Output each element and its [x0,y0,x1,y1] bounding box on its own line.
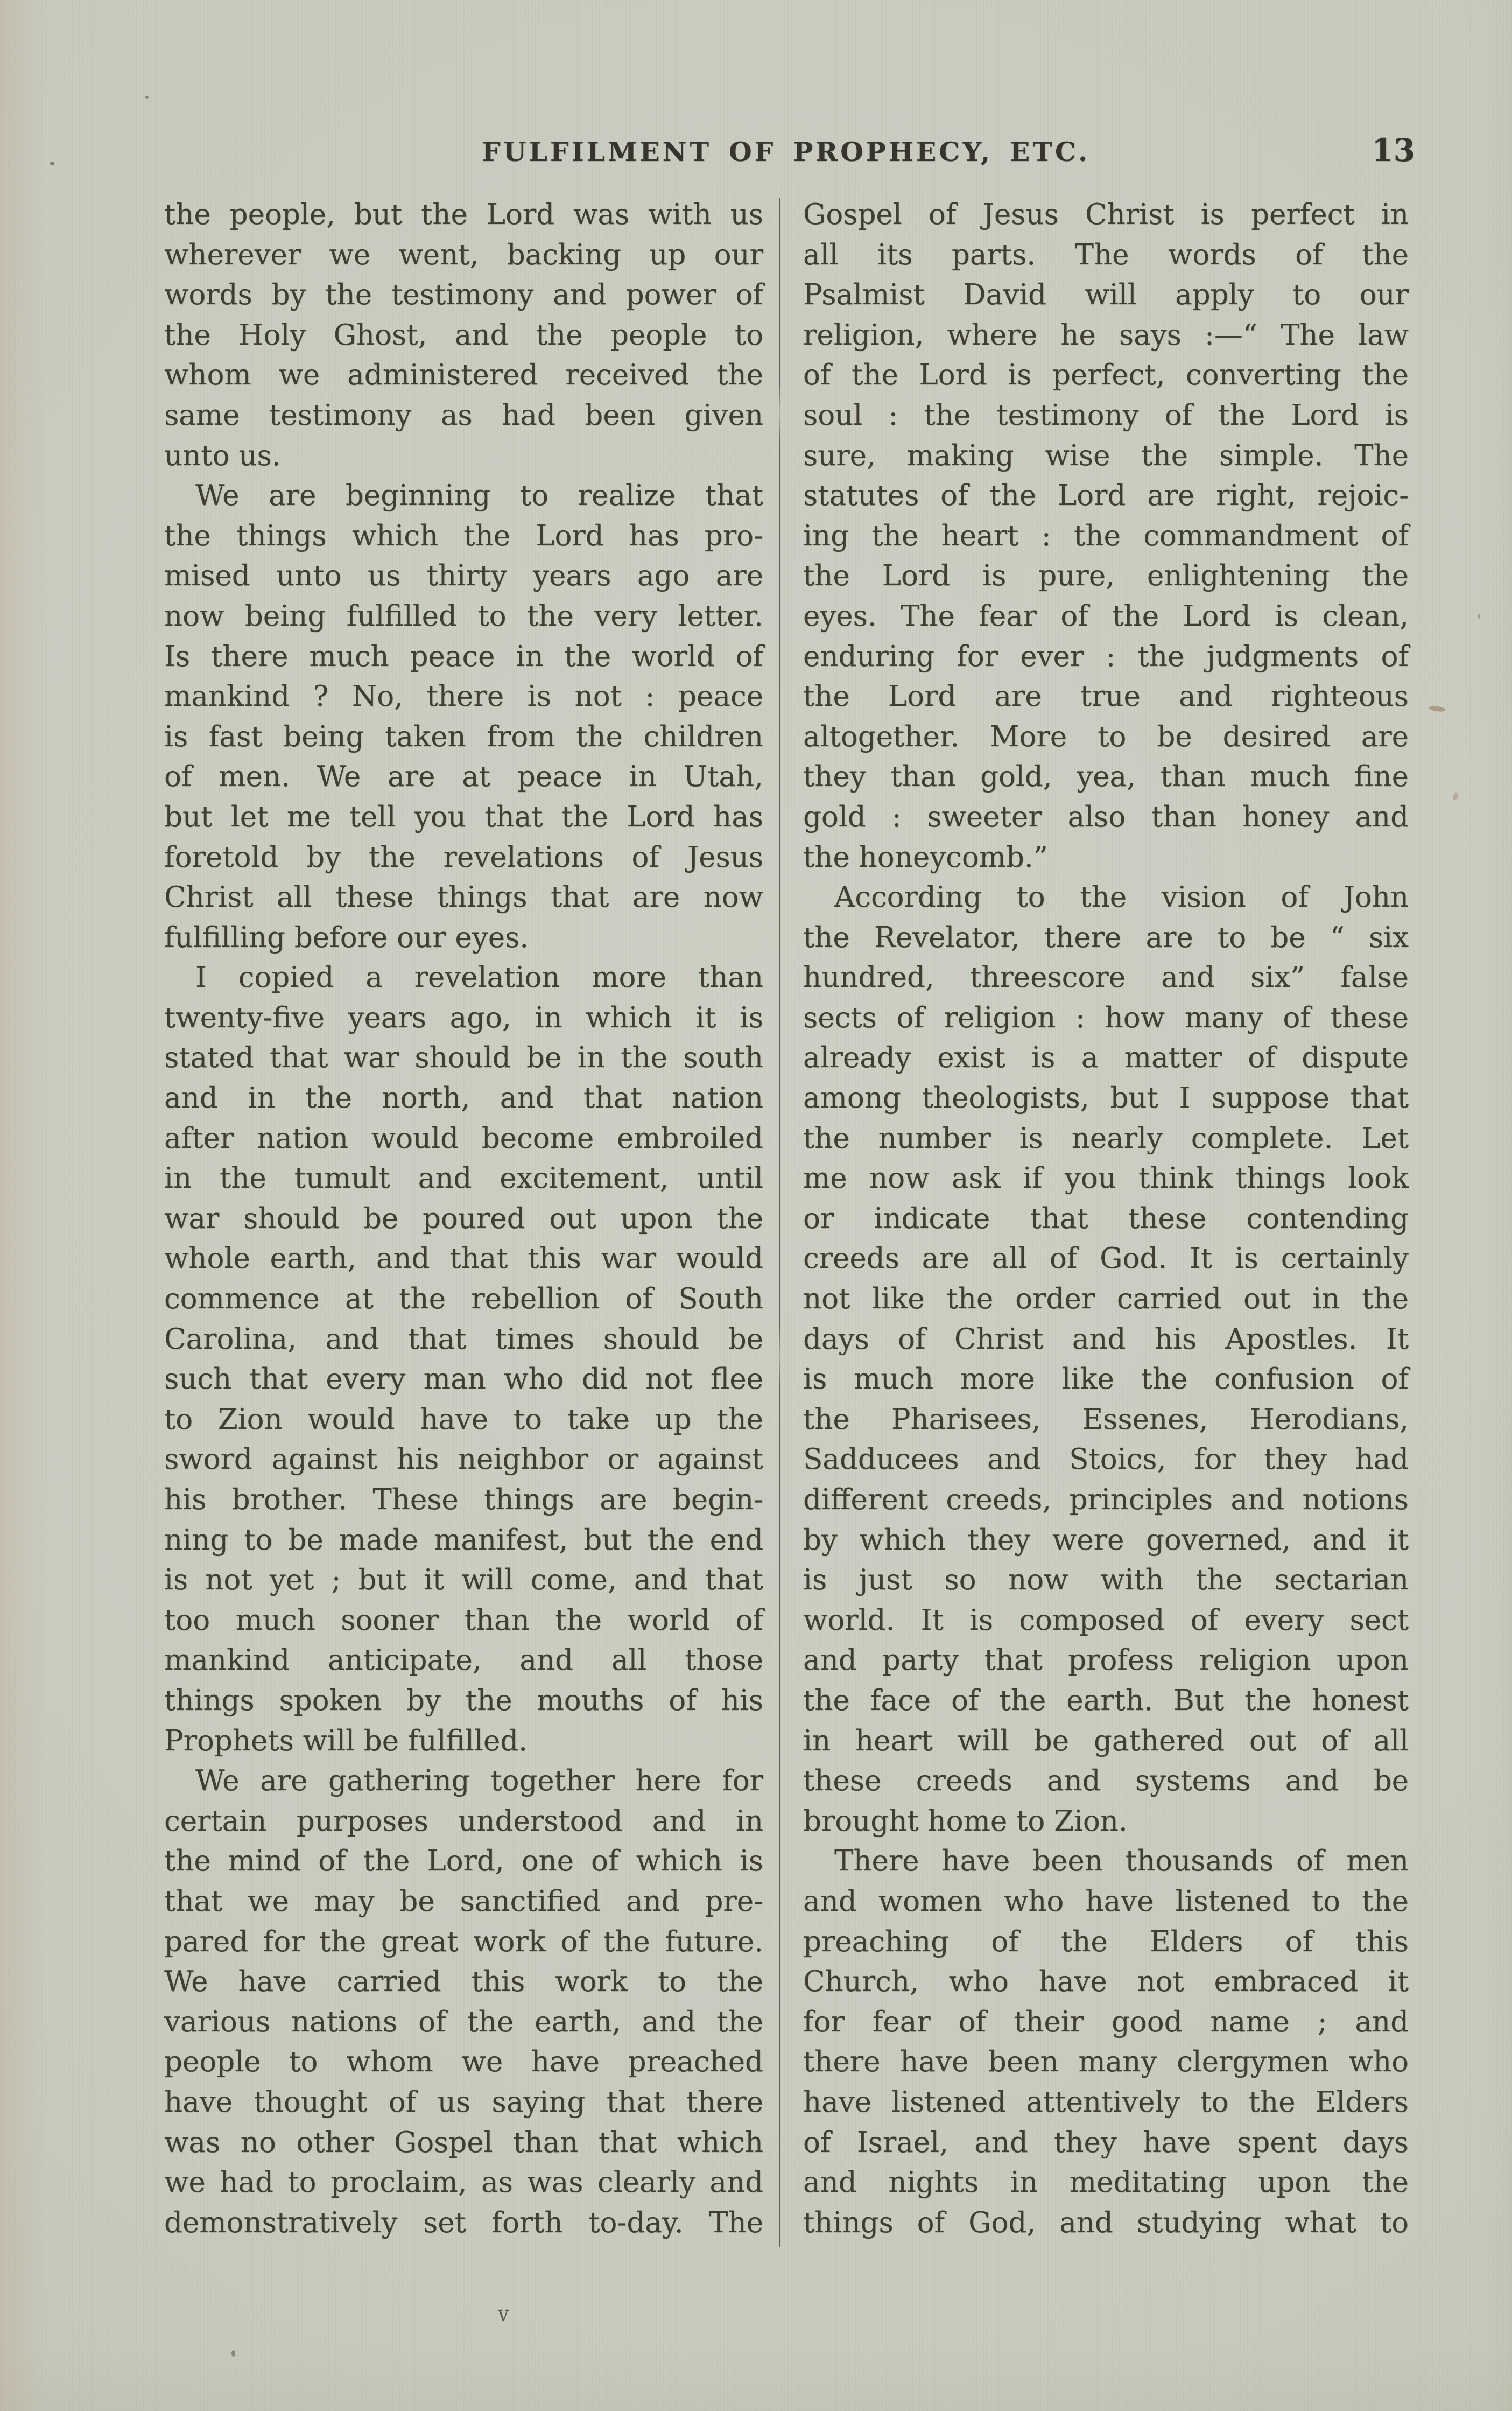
text-line: things of God, and studying what to [803,2206,1409,2239]
text-line: of the Lord is perfect, converting the [803,359,1409,392]
text-line: ing the heart : the commandment of [803,519,1409,552]
text-line: and women who have listened to the [803,1884,1409,1918]
text-line: was no other Gospel than that which [164,2126,763,2159]
ink-speck [145,96,149,99]
text-line: commence at the rebellion of South [164,1282,763,1316]
text-line: all its parts. The words of the [803,238,1409,271]
text-line: Sadducees and Stoics, for they had [803,1443,1409,1476]
text-line: Church, who have not embraced it [803,1965,1409,1999]
text-line: Christ all these things that are now [164,881,763,914]
text-line: his brother. These things are begin- [164,1483,763,1516]
text-line: the honeycomb.” [803,840,1048,874]
text-line: enduring for ever : the judgments of [803,640,1409,673]
text-line: Is there much peace in the world of [164,640,763,673]
text-line: and in the north, and that nation [164,1082,763,1115]
text-line: ning to be made manifest, but the end [164,1523,763,1557]
text-line: in the tumult and excitement, until [164,1162,763,1195]
stray-ink-mark: v [498,2301,509,2328]
text-line: mankind ? No, there is not : peace [164,680,763,713]
text-line: have thought of us saying that there [164,2085,763,2119]
text-line: we had to proclaim, as was clearly and [164,2166,763,2199]
text-line: of men. We are at peace in Utah, [164,760,763,794]
text-line: different creeds, principles and notions [803,1483,1409,1516]
text-line: We are gathering together here for [195,1764,763,1798]
text-line: sword against his neighbor or against [164,1443,763,1476]
text-line: whole earth, and that this war would [164,1242,763,1275]
text-line: by which they were governed, and it [803,1523,1409,1557]
text-line: Psalmist David will apply to our [803,278,1409,312]
text-line: According to the vision of John [834,881,1409,914]
ink-speck [231,2350,235,2357]
text-line: certain purposes understood and in [164,1804,763,1838]
text-line: is just so now with the sectarian [803,1564,1409,1597]
running-header-title: FULFILMENT OF PROPHECY, ETC. [481,136,1091,167]
text-line: the Lord are true and righteous [803,680,1409,713]
text-line: and party that profess religion upon [803,1644,1409,1677]
text-line: various nations of the earth, and the [164,2005,763,2038]
text-line: there have been many clergymen who [803,2045,1409,2079]
text-line: they than gold, yea, than much fine [803,760,1409,794]
text-line: creeds are all of God. It is certainly [803,1242,1409,1275]
text-line: We are beginning to realize that [195,479,763,513]
text-line: war should be poured out upon the [164,1202,763,1235]
text-line: soul : the testimony of the Lord is [803,398,1409,432]
text-line: mised unto us thirty years ago are [164,559,763,593]
margin-smudge [1452,792,1459,801]
text-line: the Lord is pure, enlightening the [803,559,1409,593]
text-line: now being fulfilled to the very letter. [164,599,763,633]
text-line: for fear of their good name ; and [803,2005,1409,2038]
text-line: We have carried this work to the [164,1965,763,1999]
text-line: the mind of the Lord, one of which is [164,1845,763,1878]
text-line: is not yet ; but it will come, and that [164,1564,763,1597]
text-line: statutes of the Lord are right, rejoic- [803,479,1409,513]
text-line: and nights in meditating upon the [803,2166,1409,2199]
text-line: words by the testimony and power of [164,278,763,312]
text-line: the people, but the Lord was with us [164,198,763,231]
text-line: pared for the great work of the future. [164,1925,763,1958]
text-line: brought home to Zion. [803,1804,1128,1838]
text-line: to Zion would have to take up the [164,1403,763,1436]
text-line: religion, where he says :—“ The law [803,318,1409,352]
text-line: preaching of the Elders of this [803,1925,1409,1958]
text-line: the number is nearly complete. Let [803,1122,1409,1155]
text-line: unto us. [164,439,281,472]
text-line: the Holy Ghost, and the people to [164,318,763,352]
text-line: but let me tell you that the Lord has [164,800,763,833]
text-line: foretold by the revelations of Jesus [164,840,763,874]
text-line: me now ask if you think things look [803,1162,1409,1195]
text-line: I copied a revelation more than [195,961,763,994]
ink-speck [50,162,54,165]
text-line: sure, making wise the simple. The [803,439,1409,472]
text-line: not like the order carried out in the [803,1282,1409,1316]
text-line: sects of religion : how many of these [803,1001,1409,1034]
text-line: is much more like the confusion of [803,1363,1409,1396]
text-line: stated that war should be in the south [164,1041,763,1075]
page-number: 13 [1372,132,1415,169]
text-line: Prophets will be fulfilled. [164,1724,528,1757]
text-line: the face of the earth. But the honest [803,1684,1409,1717]
text-line: these creeds and systems and be [803,1764,1409,1798]
text-line: Carolina, and that times should be [164,1322,763,1356]
text-line: already exist is a matter of dispute [803,1041,1409,1075]
text-line: or indicate that these contending [803,1202,1409,1235]
text-line: of Israel, and they have spent days [803,2126,1409,2159]
text-line: gold : sweeter also than honey and [803,800,1409,833]
text-line: that we may be sanctified and pre- [164,1884,763,1918]
text-line: people to whom we have preached [164,2045,763,2079]
column-divider-rule [779,198,780,2247]
text-line: altogether. More to be desired are [803,720,1409,753]
text-line: wherever we went, backing up our [164,238,763,271]
ink-speck [1478,614,1480,619]
text-line: whom we administered received the [164,359,763,392]
text-line: eyes. The fear of the Lord is clean, [803,599,1409,633]
text-line: the Pharisees, Essenes, Herodians, [803,1403,1409,1436]
text-line: same testimony as had been given [164,398,763,432]
text-line: There have been thousands of men [834,1845,1409,1878]
text-line: world. It is composed of every sect [803,1603,1409,1637]
text-line: in heart will be gathered out of all [803,1724,1409,1757]
text-column-right [803,195,1409,2243]
text-line: too much sooner than the world of [164,1603,763,1637]
margin-smudge [1429,705,1446,712]
text-line: after nation would become embroiled [164,1122,763,1155]
text-line: such that every man who did not flee [164,1363,763,1396]
text-line: hundred, threescore and six” false [803,961,1409,994]
text-column-left [164,195,763,2243]
text-line: among theologists, but I suppose that [803,1082,1409,1115]
text-line: things spoken by the mouths of his [164,1684,763,1717]
text-line: have listened attentively to the Elders [803,2085,1409,2119]
text-line: demonstratively set forth to-day. The [164,2206,763,2239]
text-line: days of Christ and his Apostles. It [803,1322,1409,1356]
text-line: twenty-five years ago, in which it is [164,1001,763,1034]
text-line: Gospel of Jesus Christ is perfect in [803,198,1409,231]
text-line: is fast being taken from the children [164,720,763,753]
text-line: the things which the Lord has pro- [164,519,763,552]
text-line: mankind anticipate, and all those [164,1644,763,1677]
text-line: the Revelator, there are to be “ six [803,921,1409,954]
text-line: fulfilling before our eyes. [164,921,529,954]
